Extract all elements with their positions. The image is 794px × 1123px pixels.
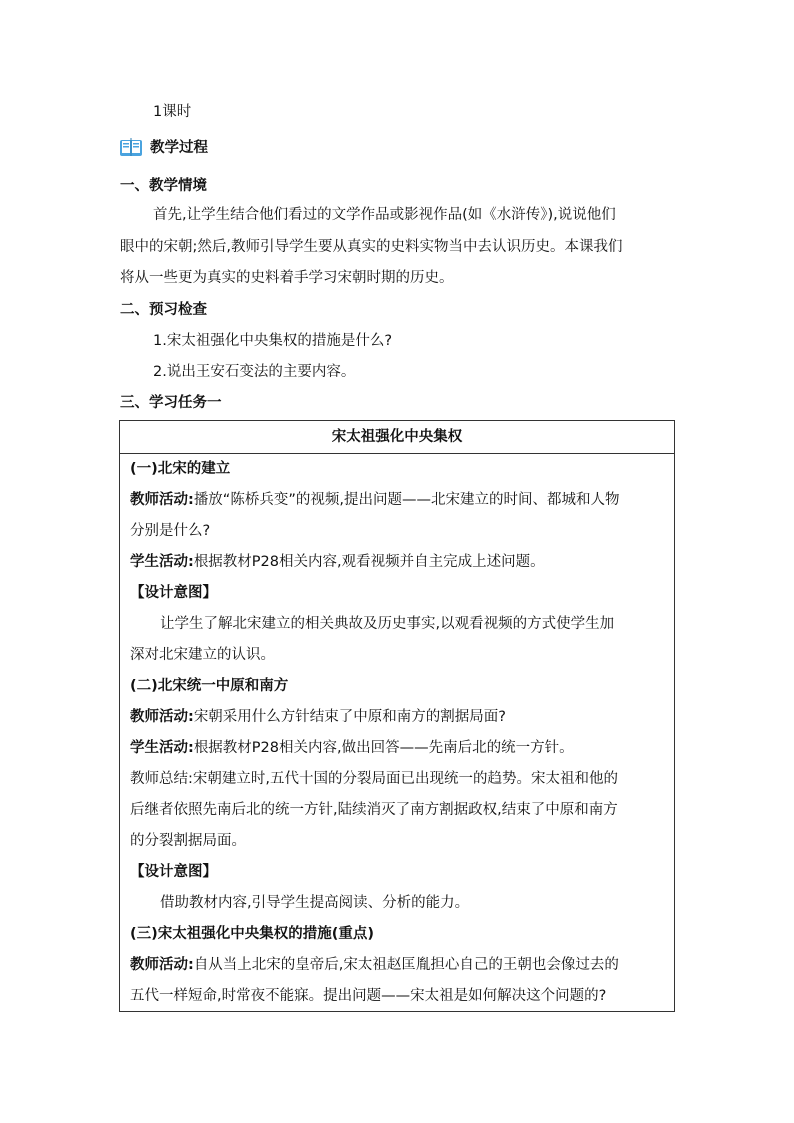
s2-item-2: 2.说出王安石变法的主要内容。 bbox=[153, 364, 356, 380]
s1-line-3: 将从一些更为真实的史料着手学习宋朝时期的历史。 bbox=[120, 270, 454, 286]
teacher-label-2: 教师活动: bbox=[130, 709, 194, 725]
student-label-1: 学生活动: bbox=[130, 554, 194, 570]
s2-item-1: 1.宋太祖强化中央集权的措施是什么? bbox=[153, 333, 393, 349]
teacher-text-3a: 自从当上北宋的皇帝后,宋太祖赵匡胤担心自己的王朝也会像过去的 bbox=[193, 957, 619, 973]
teacher-text-2: 宋朝采用什么方针结束了中原和南方的割据局面? bbox=[193, 709, 507, 725]
section-title: 教学过程 bbox=[150, 140, 208, 156]
lesson-count: 1课时 bbox=[153, 104, 192, 120]
student-label-2: 学生活动: bbox=[130, 740, 194, 756]
teacher-label-3: 教师活动: bbox=[130, 957, 194, 973]
teacher-activity-1a bbox=[130, 490, 619, 510]
teacher-label-1: 教师活动: bbox=[130, 492, 194, 508]
student-activity-1 bbox=[130, 552, 545, 572]
sub-heading-1: (一)北宋的建立 bbox=[130, 461, 231, 477]
s3-heading: 三、学习任务一 bbox=[120, 395, 222, 411]
teacher-summary-a: 教师总结:宋朝建立时,五代十国的分裂局面已出现统一的趋势。宋太祖和他的 bbox=[130, 771, 618, 787]
teacher-text-1a: 播放“陈桥兵变”的视频,提出问题——北宋建立的时间、都城和人物 bbox=[193, 492, 620, 508]
teacher-activity-3b: 五代一样短命,时常夜不能寐。提出问题——宋太祖是如何解决这个问题的? bbox=[130, 988, 607, 1004]
s1-heading: 一、教学情境 bbox=[120, 178, 207, 194]
teacher-activity-3a bbox=[130, 955, 619, 975]
section-title-row bbox=[120, 136, 208, 157]
s1-line-2: 眼中的宋朝;然后,教师引导学生要从真实的史料实物当中去认识历史。本课我们 bbox=[120, 239, 623, 255]
intent-1b: 深对北宋建立的认识。 bbox=[130, 647, 275, 663]
student-activity-2 bbox=[130, 738, 574, 758]
s1-line-1: 首先,让学生结合他们看过的文学作品或影视作品(如《水浒传》),说说他们 bbox=[153, 207, 616, 223]
sub-heading-2: (二)北宋统一中原和南方 bbox=[130, 678, 289, 694]
intent-heading-2: 【设计意图】 bbox=[130, 864, 217, 880]
intent-1a: 让学生了解北宋建立的相关典故及历史事实,以观看视频的方式使学生加 bbox=[160, 616, 615, 632]
table-header: 宋太祖强化中央集权 bbox=[120, 421, 674, 454]
student-text-1: 根据教材P28相关内容,观看视频并自主完成上述问题。 bbox=[193, 554, 545, 570]
sub-heading-3: (三)宋太祖强化中央集权的措施(重点) bbox=[130, 926, 375, 942]
teacher-activity-1b: 分别是什么? bbox=[130, 523, 211, 539]
teacher-summary-c: 的分裂割据局面。 bbox=[130, 833, 246, 849]
student-text-2: 根据教材P28相关内容,做出回答——先南后北的统一方针。 bbox=[193, 740, 574, 756]
task-table bbox=[119, 420, 675, 1012]
intent-heading-1: 【设计意图】 bbox=[130, 585, 217, 601]
teacher-activity-2 bbox=[130, 707, 506, 727]
intent-2a: 借助教材内容,引导学生提高阅读、分析的能力。 bbox=[160, 895, 470, 911]
s2-heading: 二、预习检查 bbox=[120, 302, 207, 318]
book-icon bbox=[120, 138, 142, 156]
teacher-summary-b: 后继者依照先南后北的统一方针,陆续消灭了南方割据政权,结束了中原和南方 bbox=[130, 802, 618, 818]
